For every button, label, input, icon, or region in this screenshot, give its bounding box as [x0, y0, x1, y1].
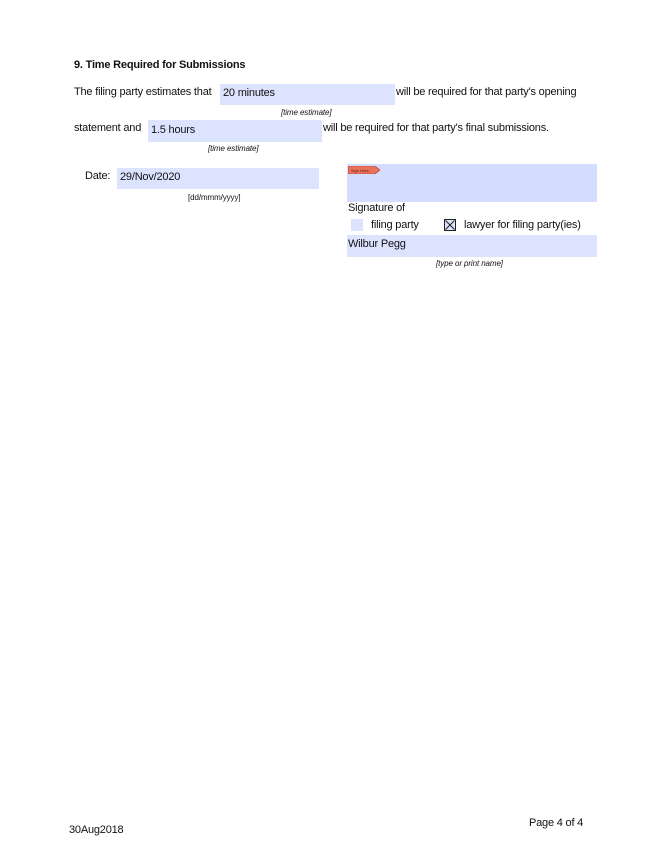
lawyer-checkbox[interactable]: [444, 219, 456, 231]
filing-party-label: filing party: [371, 219, 419, 231]
checkmark-x-icon: [445, 220, 455, 230]
sign-here-tag-icon: [348, 166, 380, 174]
opening-time-estimate-field[interactable]: 20 minutes: [220, 84, 395, 105]
lawyer-label: lawyer for filing party(ies): [464, 219, 581, 231]
date-caption: [dd/mmm/yyyy]: [188, 193, 241, 202]
signer-name-field[interactable]: Wilbur Pegg: [347, 235, 597, 257]
final-lead-text: statement and: [74, 122, 142, 134]
page-number: Page 4 of 4: [529, 817, 584, 829]
section-heading: 9. Time Required for Submissions: [74, 59, 246, 71]
signature-field[interactable]: [347, 164, 597, 202]
opening-lead-text: The filing party estimates that: [74, 86, 212, 98]
final-time-estimate-field[interactable]: 1.5 hours: [148, 120, 322, 142]
final-trail-text: will be required for that party's final submissions.: [323, 122, 549, 134]
opening-trail-text: will be required for that party's opening: [396, 86, 577, 98]
date-label: Date:: [85, 170, 111, 182]
filing-party-checkbox[interactable]: [351, 219, 363, 231]
date-field[interactable]: 29/Nov/2020: [117, 168, 319, 189]
signature-of-label: Signature of: [348, 202, 405, 214]
sign-here-label: Sign Here: [351, 168, 369, 173]
final-time-caption: [time estimate]: [208, 144, 259, 153]
form-date: 30Aug2018: [69, 824, 124, 836]
signer-name-caption: [type or print name]: [436, 259, 503, 268]
opening-time-caption: [time estimate]: [281, 108, 332, 117]
